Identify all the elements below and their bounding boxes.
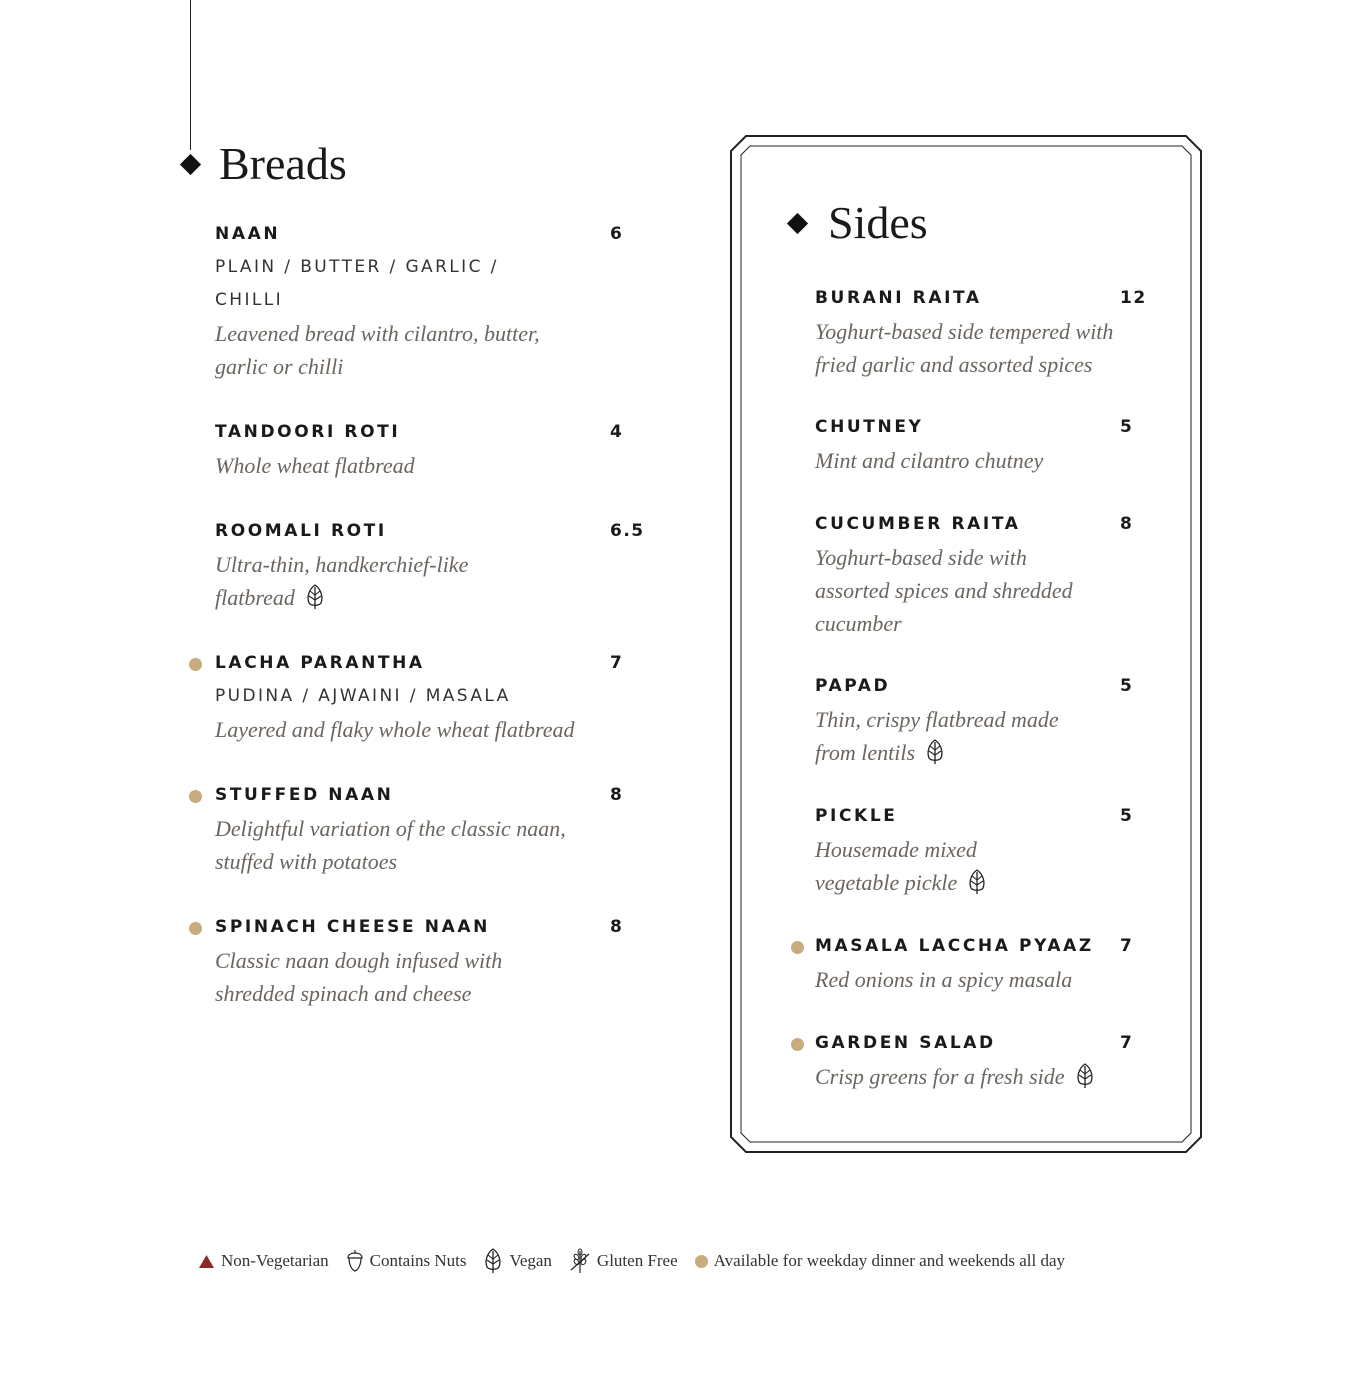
menu-item-pickle — [815, 800, 1015, 899]
vegan-leaf-icon — [967, 869, 987, 895]
menu-item-chutney — [815, 411, 1115, 477]
item-description: Leavened bread with cilantro, butter, garlic or chilli — [215, 321, 540, 379]
menu-item-garden-salad — [815, 1027, 1115, 1093]
wheat-gluten-free-icon — [569, 1248, 591, 1274]
item-description-text: Ultra-thin, handkerchief-like flatbread — [215, 552, 469, 610]
available-dot-icon — [791, 941, 804, 954]
menu-item-stuffed-naan — [215, 779, 570, 878]
item-description-text: Housemade mixed vegetable pickle — [815, 837, 977, 895]
legend-item-contains-nuts — [346, 1249, 467, 1273]
vegan-leaf-icon — [1075, 1063, 1095, 1089]
item-name: MASALA LACCHA PYAAZ — [815, 936, 1094, 956]
item-price: 8 — [1120, 514, 1134, 534]
available-dot-icon — [189, 922, 202, 935]
item-name: PICKLE — [815, 806, 898, 826]
item-name: NAAN — [215, 224, 281, 244]
item-description — [815, 703, 1070, 769]
legend-item-vegan — [483, 1248, 551, 1274]
item-description: Yoghurt-based side with assorted spices and shredded cucumber — [815, 545, 1073, 636]
item-description — [815, 833, 1015, 899]
item-price: 8 — [610, 785, 624, 805]
item-name: ROOMALI ROTI — [215, 521, 387, 541]
item-price: 6 — [610, 224, 624, 244]
item-variants: PLAIN / BUTTER / GARLIC / CHILLI — [215, 257, 499, 310]
item-description — [815, 1060, 1115, 1093]
available-dot-icon — [791, 1038, 804, 1051]
legend-item-non-vegetarian — [198, 1251, 329, 1271]
legend-item-gluten-free — [569, 1248, 678, 1274]
sides-section-title: Sides — [828, 197, 928, 248]
acorn-nut-icon — [346, 1249, 364, 1273]
item-name: CHUTNEY — [815, 417, 924, 437]
vegan-leaf-icon — [925, 739, 945, 765]
legend-label: Non-Vegetarian — [221, 1251, 329, 1270]
legend-label: Available for weekday dinner and weekends all day — [713, 1251, 1066, 1270]
item-price: 5 — [1120, 806, 1134, 826]
menu-item-naan — [215, 218, 555, 383]
item-name: TANDOORI ROTI — [215, 422, 401, 442]
item-price: 4 — [610, 422, 624, 442]
item-name: SPINACH CHEESE NAAN — [215, 917, 490, 937]
item-name: GARDEN SALAD — [815, 1033, 996, 1053]
item-price: 6.5 — [610, 521, 645, 541]
item-description: Yoghurt-based side tempered with fried garlic and assorted spices — [815, 319, 1114, 377]
legend-label: Vegan — [509, 1251, 552, 1270]
item-price: 12 — [1120, 288, 1147, 308]
menu-item-papad — [815, 670, 1070, 769]
item-description-text: Thin, crispy flatbread made from lentils — [815, 707, 1059, 765]
item-name: BURANI RAITA — [815, 288, 982, 308]
menu-item-roomali-roti — [215, 515, 485, 614]
item-price: 8 — [610, 917, 624, 937]
item-price: 7 — [610, 653, 624, 673]
item-description: Layered and flaky whole wheat flatbread — [215, 717, 575, 742]
item-price: 7 — [1120, 1033, 1134, 1053]
menu-item-burani-raita — [815, 282, 1120, 381]
vegan-leaf-icon — [483, 1248, 503, 1274]
available-dot-icon — [189, 790, 202, 803]
item-description: Red onions in a spicy masala — [815, 967, 1073, 992]
item-description: Delightful variation of the classic naan, stuffed with potatoes — [215, 816, 566, 874]
vegan-leaf-icon — [305, 584, 325, 610]
decorative-vertical-line — [190, 0, 191, 150]
menu-item-tandoori-roti — [215, 416, 575, 482]
item-name: PAPAD — [815, 676, 891, 696]
available-dot-icon — [695, 1255, 708, 1268]
item-price: 5 — [1120, 417, 1134, 437]
item-description-text: Crisp greens for a fresh side — [815, 1064, 1065, 1089]
item-name: CUCUMBER RAITA — [815, 514, 1021, 534]
item-name: LACHA PARANTHA — [215, 653, 425, 673]
item-price: 5 — [1120, 676, 1134, 696]
legend-label: Gluten Free — [596, 1251, 678, 1270]
available-dot-icon — [189, 658, 202, 671]
menu-item-spinach-cheese-naan — [215, 911, 525, 1010]
item-description — [215, 548, 485, 614]
item-description: Classic naan dough infused with shredded spinach and cheese — [215, 948, 503, 1006]
menu-item-lacha-parantha — [215, 647, 595, 746]
item-description: Mint and cilantro chutney — [815, 448, 1044, 473]
legend-label: Contains Nuts — [369, 1251, 467, 1270]
menu-item-masala-laccha-pyaaz — [815, 930, 1115, 996]
breads-section-title: Breads — [219, 138, 347, 189]
dietary-legend — [198, 1244, 1082, 1278]
menu-item-cucumber-raita — [815, 508, 1075, 640]
legend-item-available — [695, 1251, 1065, 1271]
breads-diamond-icon — [180, 154, 201, 175]
item-variants: PUDINA / AJWAINI / MASALA — [215, 686, 511, 706]
item-description: Whole wheat flatbread — [215, 453, 415, 478]
non-vegetarian-triangle-icon — [198, 1254, 215, 1269]
item-price: 7 — [1120, 936, 1134, 956]
item-name: STUFFED NAAN — [215, 785, 394, 805]
